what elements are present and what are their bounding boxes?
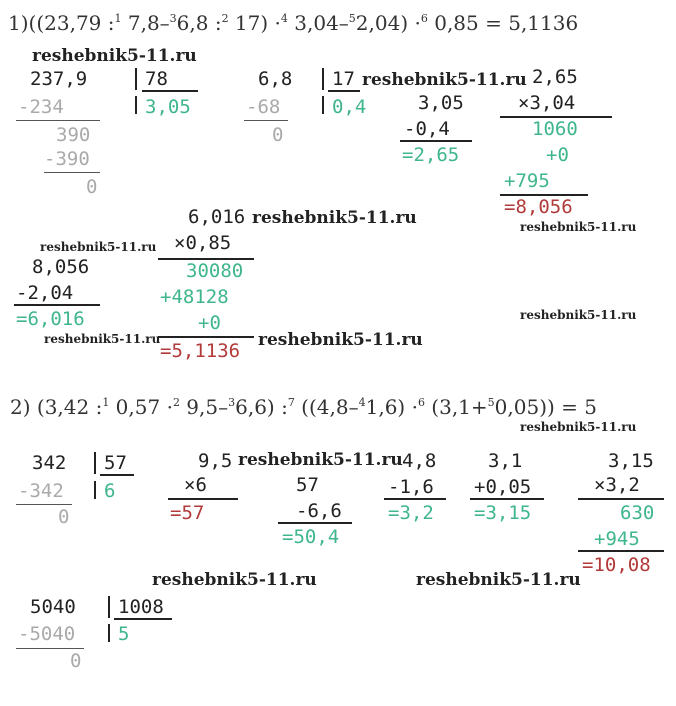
product: =5,1136 <box>160 340 241 362</box>
product: =57 <box>170 502 205 524</box>
partial-product: 630 <box>620 502 655 524</box>
division-bar <box>108 624 110 642</box>
watermark: reshebnik5-11.ru <box>258 330 423 350</box>
divisor: 78 <box>145 68 168 90</box>
factor: ×0,85 <box>174 232 232 254</box>
minuend: 3,05 <box>418 92 464 114</box>
rule <box>16 504 72 505</box>
partial-product: 1060 <box>532 118 578 140</box>
divisor-line <box>114 618 172 620</box>
watermark: reshebnik5-11.ru <box>152 570 317 590</box>
division-bar <box>135 68 137 90</box>
factor: 6,016 <box>188 206 246 228</box>
rule <box>470 498 544 500</box>
remainder: 390 <box>56 124 91 146</box>
minuend: 4,8 <box>402 450 437 472</box>
subtrahend: -6,6 <box>296 500 342 522</box>
subtrahend: -2,04 <box>16 282 74 304</box>
rule <box>278 522 352 524</box>
remainder: 0 <box>58 506 70 528</box>
watermark: reshebnik5-11.ru <box>520 308 637 322</box>
divisor: 57 <box>104 452 127 474</box>
factor: ×3,04 <box>518 92 576 114</box>
quotient: 5 <box>118 623 130 645</box>
factor: 2,65 <box>532 66 578 88</box>
division-bar <box>135 96 137 114</box>
watermark: reshebnik5-11.ru <box>520 220 637 234</box>
addend: +0,05 <box>474 476 532 498</box>
quotient: 0,4 <box>332 96 367 118</box>
partial-product: +945 <box>594 528 640 550</box>
subtrahend: -1,6 <box>388 476 434 498</box>
minuend: 57 <box>296 474 319 496</box>
product: =8,056 <box>504 196 573 218</box>
division-bar <box>322 96 324 114</box>
rule <box>44 172 100 173</box>
dividend: 6,8 <box>258 68 293 90</box>
watermark: reshebnik5-11.ru <box>362 70 527 90</box>
subtrahend: -390 <box>44 148 90 170</box>
rule <box>578 550 664 552</box>
subtrahend: -342 <box>18 480 64 502</box>
partial-product: 30080 <box>186 260 244 282</box>
watermark: reshebnik5-11.ru <box>238 450 403 470</box>
rule <box>14 304 100 306</box>
subtrahend: -5040 <box>18 623 76 645</box>
quotient: 6 <box>104 480 116 502</box>
difference: =3,2 <box>388 502 434 524</box>
partial-product: +48128 <box>160 286 229 308</box>
factor: 9,5 <box>198 450 233 472</box>
factor: ×3,2 <box>594 474 640 496</box>
watermark: reshebnik5-11.ru <box>252 208 417 228</box>
sum: =3,15 <box>474 502 532 524</box>
factor: ×6 <box>184 474 207 496</box>
divisor-line <box>142 90 198 92</box>
rule <box>158 336 254 338</box>
rule <box>578 498 664 500</box>
rule <box>384 498 446 500</box>
divisor-line <box>100 474 134 476</box>
difference: =6,016 <box>16 308 85 330</box>
problem-1-expression: 1)((23,79 :$^1$ 7,8–$^3$6,8 :$^2$ 17) ·$^4$ 3,04–$^5$2,04) ·$^6$ 0,85 = 5,1136 <box>8 11 579 35</box>
divisor-line <box>328 90 360 92</box>
watermark: reshebnik5-11.ru <box>40 240 157 254</box>
division-bar <box>94 481 96 499</box>
minuend: 8,056 <box>32 256 90 278</box>
dividend: 237,9 <box>30 68 88 90</box>
division-bar <box>322 68 324 90</box>
watermark: reshebnik5-11.ru <box>32 46 197 66</box>
watermark: reshebnik5-11.ru <box>44 332 161 346</box>
rule <box>16 648 84 649</box>
dividend: 5040 <box>30 596 76 618</box>
divisor: 1008 <box>118 596 164 618</box>
divisor: 17 <box>332 68 355 90</box>
watermark: reshebnik5-11.ru <box>520 420 637 434</box>
quotient: 3,05 <box>145 96 191 118</box>
problem-2-expression: 2) (3,42 :$^1$ 0,57 ·$^2$ 9,5–$^3$6,6) :$^7$ ((4,8–$^4$1,6) ·$^6$ (3,1+$^5$0,05)) = 5 <box>10 395 598 419</box>
partial-product: +0 <box>198 312 221 334</box>
addend: 3,1 <box>488 450 523 472</box>
partial-product: +795 <box>504 170 550 192</box>
watermark: reshebnik5-11.ru <box>416 570 581 590</box>
subtrahend: -0,4 <box>404 118 450 140</box>
rule <box>16 120 100 121</box>
division-bar <box>108 596 110 618</box>
subtrahend: -68 <box>246 96 281 118</box>
remainder: 0 <box>70 650 82 672</box>
difference: =50,4 <box>282 526 340 548</box>
factor: 3,15 <box>608 450 654 472</box>
rule <box>244 120 288 121</box>
dividend: 342 <box>32 452 67 474</box>
rule <box>400 140 472 142</box>
division-bar <box>94 452 96 474</box>
remainder: 0 <box>86 176 98 198</box>
product: =10,08 <box>582 554 651 576</box>
subtrahend: -234 <box>18 96 64 118</box>
rule <box>168 498 238 500</box>
remainder: 0 <box>272 124 284 146</box>
partial-product: +0 <box>546 144 569 166</box>
difference: =2,65 <box>402 144 460 166</box>
